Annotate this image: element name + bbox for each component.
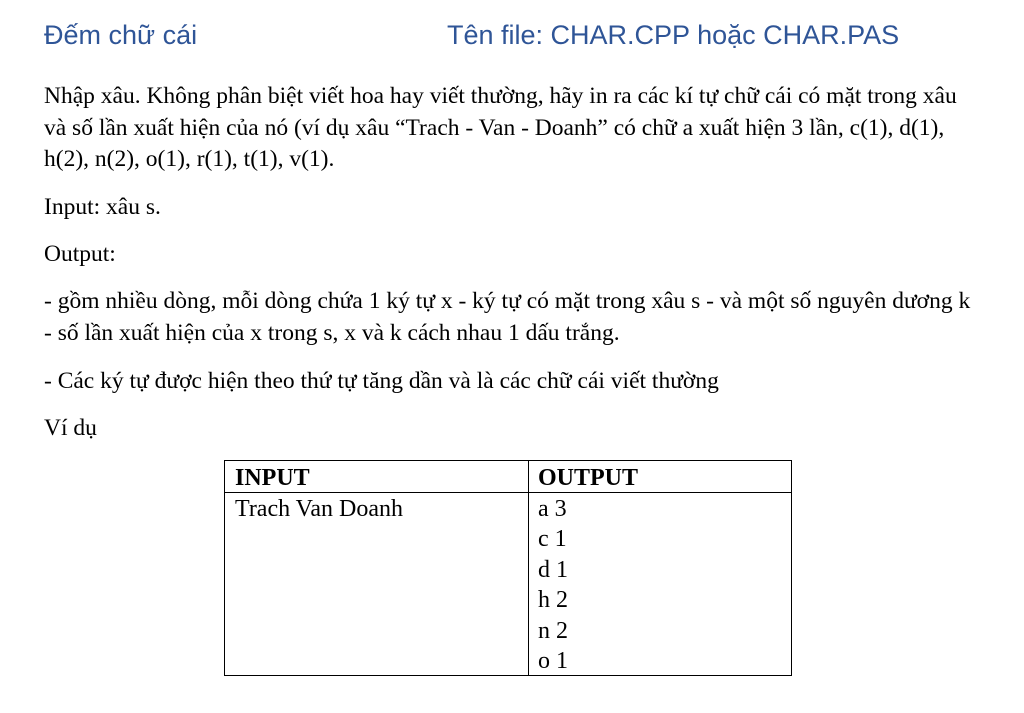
file-name-heading: Tên file: CHAR.CPP hoặc CHAR.PAS xyxy=(447,20,900,50)
example-label: Ví dụ xyxy=(44,415,97,441)
table-header-divider xyxy=(225,492,791,493)
heading-row xyxy=(44,20,974,56)
output-line: a 3 xyxy=(538,496,567,522)
output-label: Output: xyxy=(44,241,116,267)
table-header-input: INPUT xyxy=(235,465,310,491)
problem-description: Nhập xâu. Không phân biệt viết hoa hay viết thường, hãy in ra các kí tự chữ cái có mặt trong xâu và số lần xuất hiện của nó (ví dụ xâu “Trach - Van - Doanh” có chữ a xuất hiện 3 lần, c(1), d(1), h(2), n(2), o(1), r(1), t(1), v(1). xyxy=(44,83,957,172)
output-rule-2: - Các ký tự được hiện theo thứ tự tăng dần và là các chữ cái viết thường xyxy=(44,368,719,394)
table-cell-output xyxy=(538,494,568,676)
output-line: c 1 xyxy=(538,526,567,553)
problem-title: Đếm chữ cái xyxy=(44,20,198,50)
output-line: d 1 xyxy=(538,556,568,583)
output-line: h 2 xyxy=(538,587,568,614)
output-line: o 1 xyxy=(538,648,568,675)
output-line: n 2 xyxy=(538,617,568,644)
table-column-divider xyxy=(528,461,529,675)
table-header-output: OUTPUT xyxy=(538,465,639,491)
example-table xyxy=(224,460,792,676)
table-cell-input: Trach Van Doanh xyxy=(235,496,403,522)
input-spec: Input: xâu s. xyxy=(44,194,161,220)
output-rule-1: - gồm nhiều dòng, mỗi dòng chứa 1 ký tự x - ký tự có mặt trong xâu s - và một số nguyên dương k - số lần xuất hiện của x trong s, x và k cách nhau 1 dấu trắng. xyxy=(44,288,971,346)
